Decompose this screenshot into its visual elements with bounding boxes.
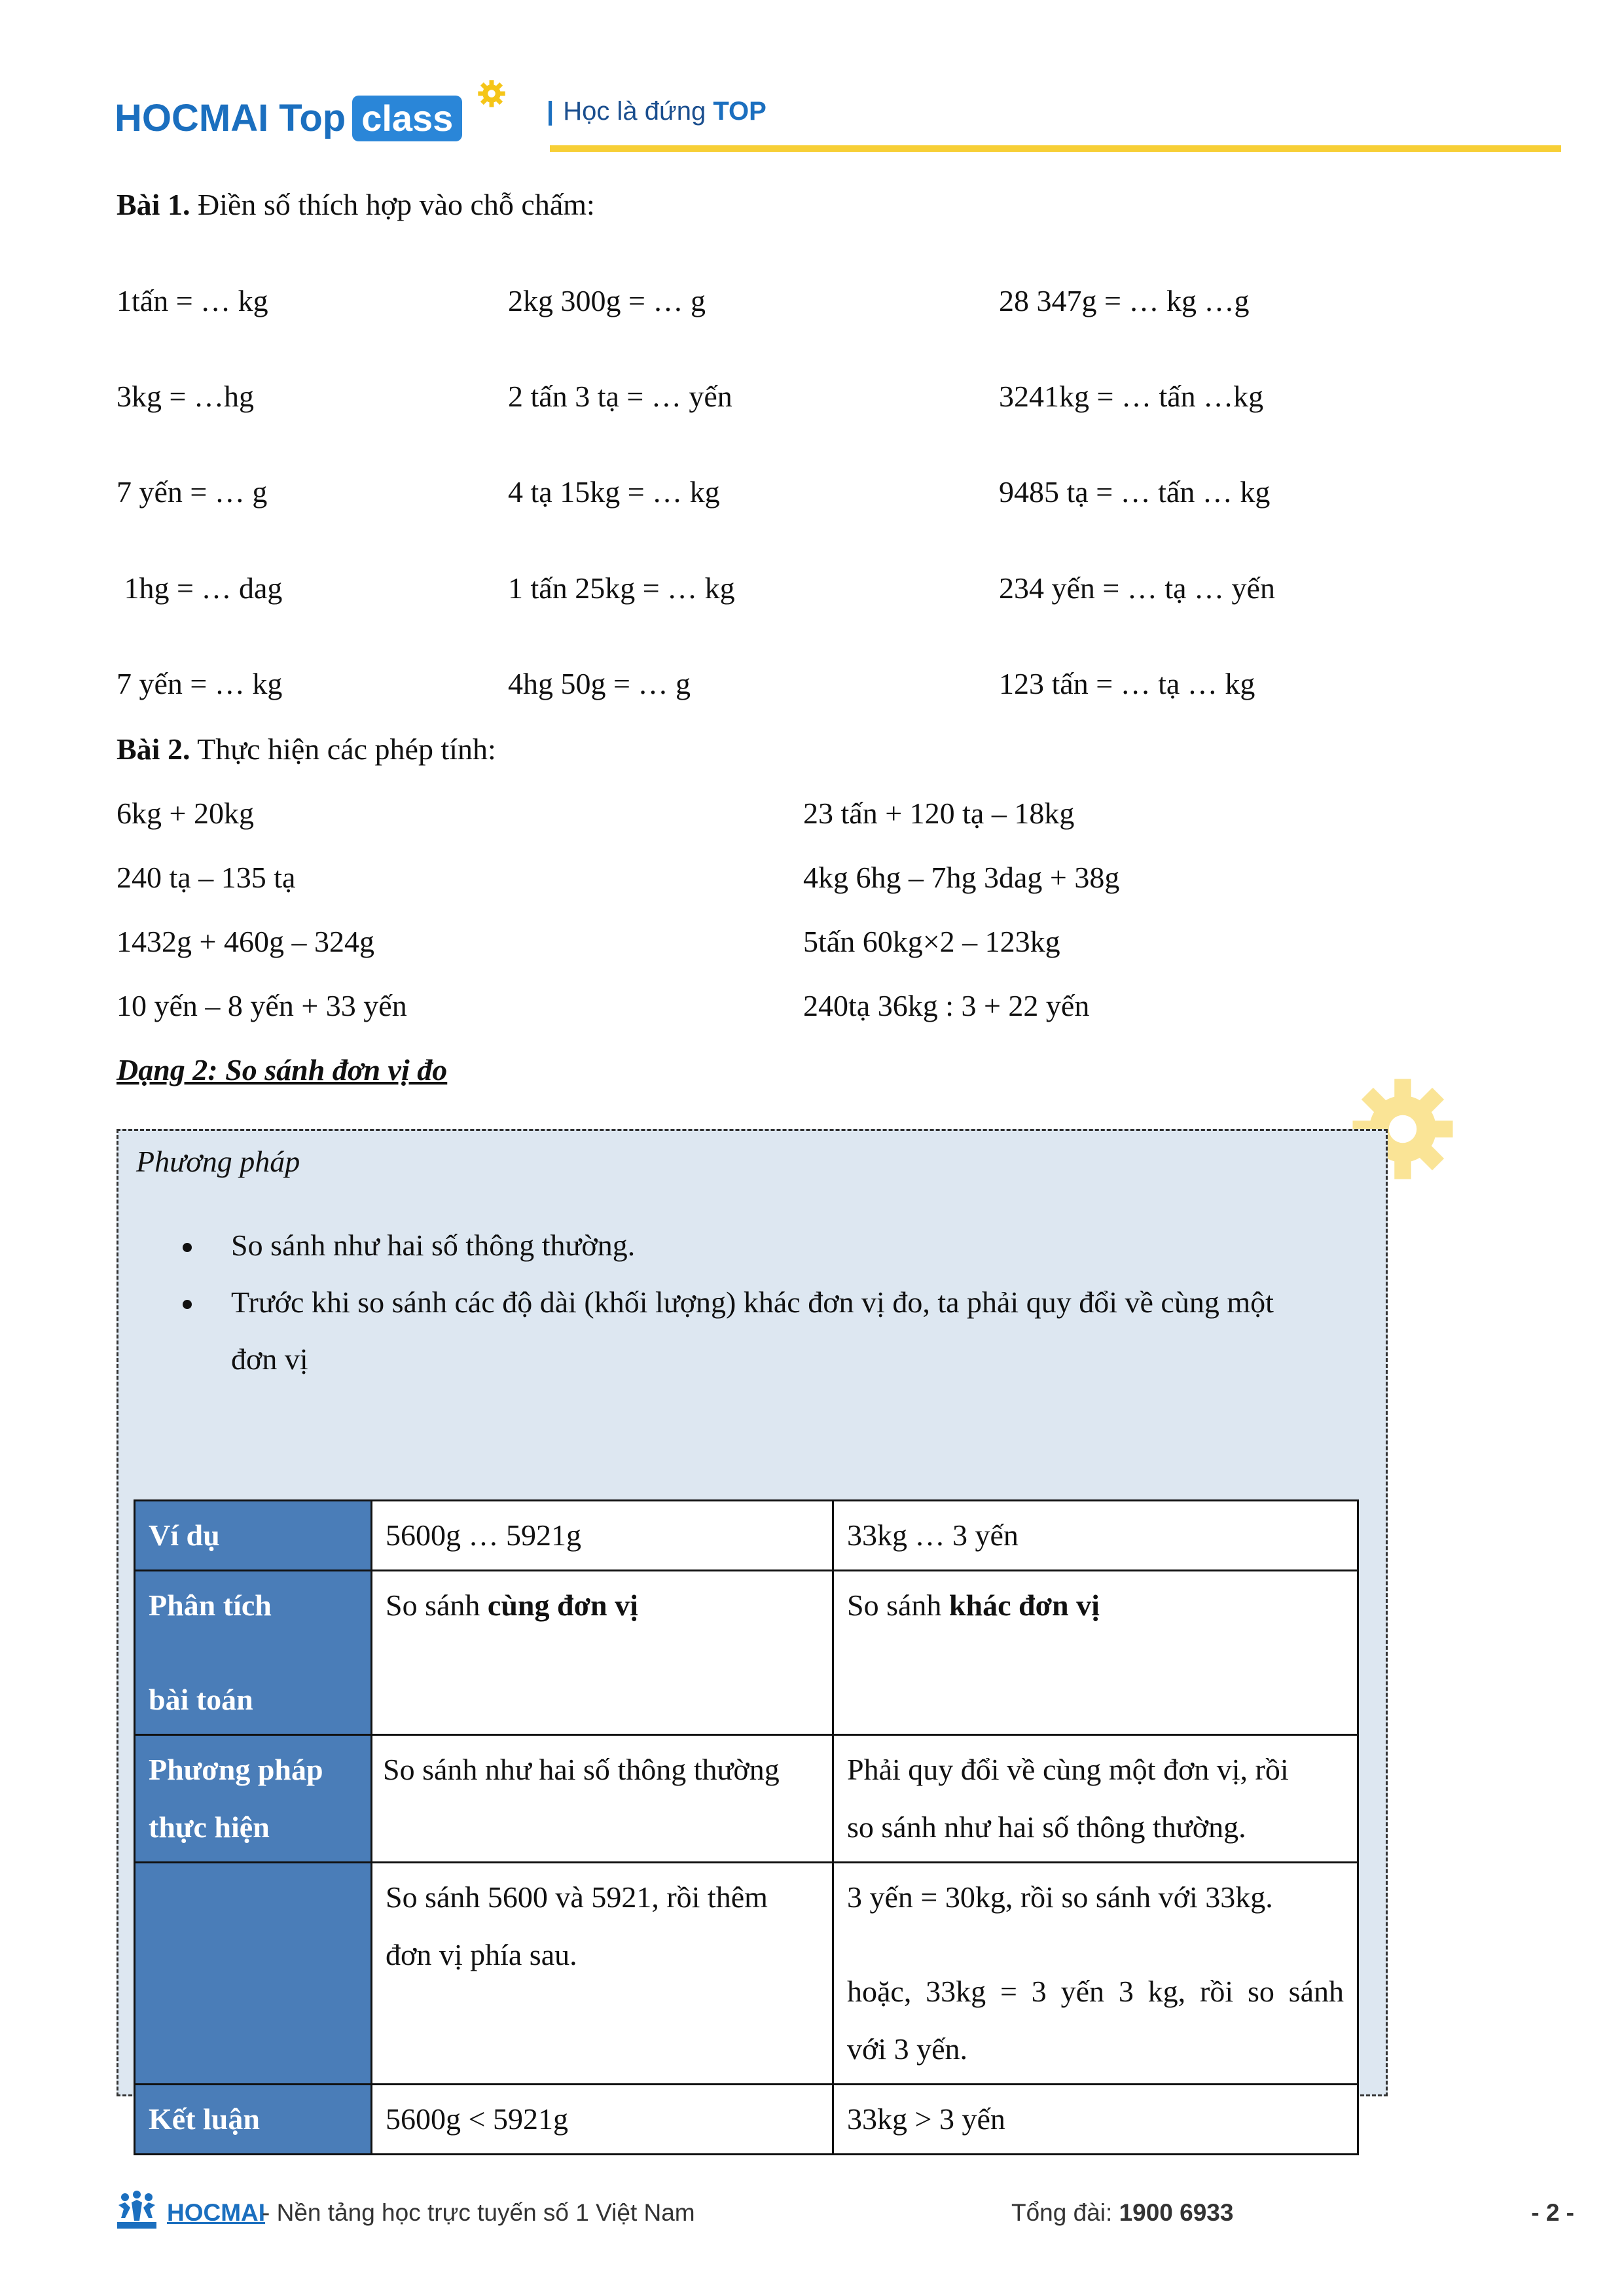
cell-line: Phải quy đổi về cùng một đơn vị, rồi	[847, 1753, 1289, 1786]
label-line: Phương pháp	[149, 1753, 323, 1786]
cell-line: đơn vị phía sau.	[386, 1938, 577, 1971]
bai1-item: 3241kg = … tấn …kg	[999, 380, 1264, 413]
bullet-icon	[183, 1300, 192, 1309]
bai1-item: 3kg = …hg	[117, 380, 254, 413]
bai2-item: 240 tạ – 135 tạ	[117, 861, 296, 894]
cell-line: với 3 yến.	[847, 2032, 968, 2066]
method-box	[117, 1129, 1388, 2136]
cell-line: 3 yến = 30kg, rồi so sánh với 33kg.	[847, 1880, 1273, 1914]
table-label-ket-luan: Kết luận	[135, 2085, 372, 2155]
footer-description: - Nền tảng học trực tuyến số 1 Việt Nam	[262, 2199, 695, 2226]
bai2-item: 1432g + 460g – 324g	[117, 925, 374, 958]
table-cell	[833, 1735, 1358, 1863]
bai1-item: 2 tấn 3 tạ = … yến	[508, 380, 732, 413]
bai1-item: 234 yến = … tạ … yến	[999, 571, 1275, 605]
method-title: Phương pháp	[136, 1145, 300, 1178]
footer-brand-link[interactable]: HOCMAI	[167, 2199, 266, 2226]
hotline-label: Tổng đài:	[1011, 2199, 1119, 2226]
page-header	[115, 77, 1561, 156]
logo-top: Top	[279, 97, 346, 139]
bai1-item: 7 yến = … kg	[117, 667, 283, 700]
bai2-item: 4kg 6hg – 7hg 3dag + 38g	[803, 861, 1120, 894]
hotline-number: 1900 6933	[1119, 2199, 1234, 2226]
cell-text: So sánh	[386, 1588, 488, 1622]
bai2-heading	[117, 733, 496, 766]
bai2-item: 23 tấn + 120 tạ – 18kg	[803, 797, 1075, 830]
bai1-item: 2kg 300g = … g	[508, 284, 706, 317]
method-bullet-2-line2: đơn vị	[231, 1342, 308, 1376]
table-cell	[833, 1863, 1358, 2085]
cell-line: hoặc, 33kg = 3 yến 3 kg, rồi so sánh	[847, 1975, 1344, 2008]
cell-bold: cùng đơn vị	[487, 1588, 638, 1622]
footer-hotline	[1011, 2199, 1233, 2227]
page-number: - 2 -	[1531, 2199, 1574, 2226]
bai1-item: 4 tạ 15kg = … kg	[508, 475, 720, 509]
bai1-item: 1tấn = … kg	[117, 284, 268, 317]
table-row	[135, 1735, 1358, 1863]
method-bullet-1: So sánh như hai số thông thường.	[231, 1229, 636, 1262]
cell-line: so sánh như hai số thông thường.	[847, 1810, 1246, 1844]
bai1-item: 123 tấn = … tạ … kg	[999, 667, 1255, 700]
label-line: bài toán	[149, 1683, 253, 1716]
cell-bold: khác đơn vị	[948, 1588, 1100, 1622]
bai1-item: 7 yến = … g	[117, 475, 268, 509]
bai2-item: 10 yến – 8 yến + 33 yến	[117, 989, 407, 1022]
bai1-text: Điền số thích hợp vào chỗ chấm:	[197, 188, 595, 221]
bai2-item: 5tấn 60kg×2 – 123kg	[803, 925, 1060, 958]
bai1-item: 1 tấn 25kg = … kg	[508, 571, 735, 605]
header-divider	[550, 145, 1561, 152]
table-cell: 5600g < 5921g	[372, 2085, 833, 2155]
table-cell	[833, 1571, 1358, 1735]
cell-line: So sánh 5600 và 5921, rồi thêm	[386, 1880, 768, 1914]
tagline	[547, 97, 767, 126]
logo-main: HOCMAI	[115, 97, 269, 139]
table-row	[135, 1501, 1358, 1571]
tagline-top: TOP	[713, 97, 767, 126]
table-label-vi-du: Ví dụ	[135, 1501, 372, 1571]
hocmai-topclass-logo	[115, 96, 462, 141]
dang2-title: Dạng 2: So sánh đơn vị đo	[117, 1053, 448, 1086]
bai1-item: 9485 tạ = … tấn … kg	[999, 475, 1271, 509]
table-cell: 5600g … 5921g	[372, 1501, 833, 1571]
bai2-text: Thực hiện các phép tính:	[197, 732, 496, 766]
hocmai-logo-icon	[115, 2189, 159, 2231]
table-row	[135, 1571, 1358, 1735]
table-row	[135, 1863, 1358, 2085]
bai1-heading	[117, 188, 595, 222]
table-cell: 33kg > 3 yến	[833, 2085, 1358, 2155]
method-bullet-2-line1: Trước khi so sánh các độ dài (khối lượng) khác đơn vị đo, ta phải quy đổi về cùng một	[231, 1285, 1274, 1319]
logo-class: class	[352, 96, 462, 141]
bai2-label: Bài 2.	[117, 732, 190, 766]
bai1-label: Bài 1.	[117, 188, 190, 221]
comparison-table	[134, 1499, 1359, 2155]
table-cell	[372, 1863, 833, 2085]
bullet-icon	[183, 1243, 192, 1252]
bai2-item: 240tạ 36kg : 3 + 22 yến	[803, 989, 1090, 1022]
page-footer	[115, 2189, 1574, 2235]
bai1-item: 1hg = … dag	[117, 571, 283, 605]
bai1-item: 28 347g = … kg …g	[999, 284, 1250, 317]
bai1-item: 4hg 50g = … g	[508, 667, 691, 700]
table-row	[135, 2085, 1358, 2155]
table-label-phan-tich	[135, 1571, 372, 1735]
table-label-empty	[135, 1863, 372, 2085]
table-cell	[372, 1571, 833, 1735]
label-line: thực hiện	[149, 1810, 270, 1844]
tagline-text: Học là đứng	[563, 97, 713, 126]
bai2-item: 6kg + 20kg	[117, 797, 254, 830]
table-label-phuong-phap	[135, 1735, 372, 1863]
table-cell: 33kg … 3 yến	[833, 1501, 1358, 1571]
cell-text: So sánh	[847, 1588, 949, 1622]
table-cell: So sánh như hai số thông thường	[372, 1735, 833, 1863]
gear-icon	[477, 79, 507, 109]
tagline-separator: |	[547, 97, 554, 126]
label-line: Phân tích	[149, 1588, 272, 1622]
